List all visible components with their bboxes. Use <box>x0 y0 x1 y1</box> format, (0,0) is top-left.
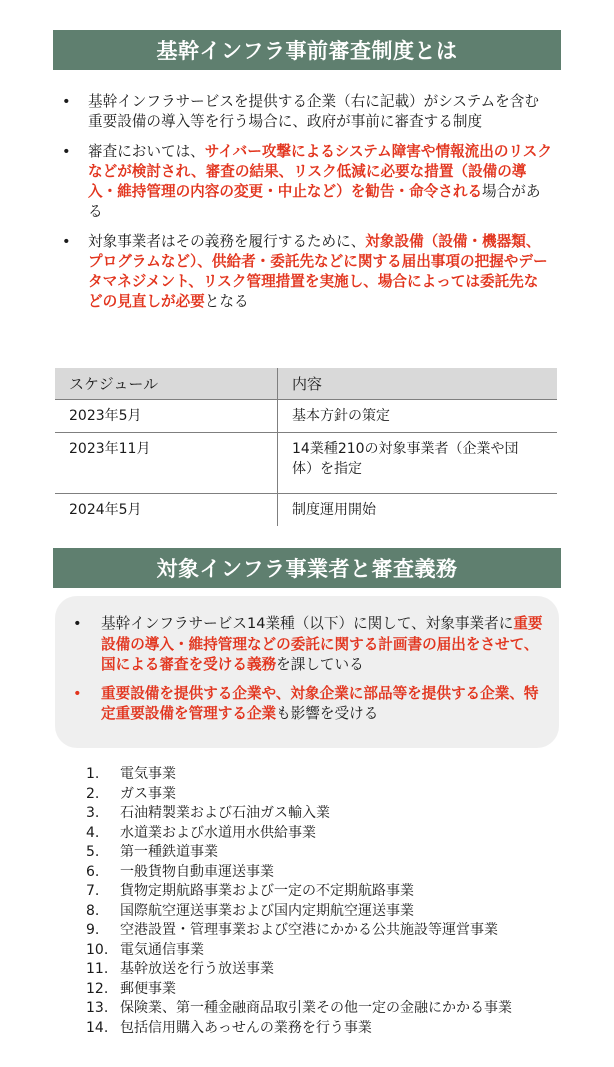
list-item <box>86 1019 566 1039</box>
bullet-text: を課している <box>276 656 364 673</box>
column-header-schedule: スケジュール <box>55 368 278 400</box>
schedule-content: 14業種210の対象事業者（企業や団体）を指定 <box>278 433 558 494</box>
table-row <box>55 433 557 494</box>
bullet-dot: • <box>62 143 71 160</box>
table-row <box>55 400 557 433</box>
item-name: 基幹放送を行う放送事業 <box>120 961 274 977</box>
list-item <box>86 980 566 1000</box>
section-title-screening-system <box>53 30 561 70</box>
list-item <box>86 941 566 961</box>
item-name: 郵便事業 <box>120 980 176 997</box>
list-item <box>73 614 543 676</box>
item-number: 3. <box>86 805 100 821</box>
item-name: 空港設置・管理事業および空港にかかる公共施設等運営事業 <box>120 922 498 938</box>
list-item <box>86 902 566 922</box>
list-item <box>86 824 566 844</box>
item-number: 9. <box>86 922 100 938</box>
item-name: 包括信用購入あっせんの業務を行う事業 <box>120 1019 372 1036</box>
section-title-text: 基幹インフラ事前審査制度とは <box>156 39 458 63</box>
list-item <box>62 92 552 132</box>
list-item <box>86 843 566 863</box>
item-name: 電気事業 <box>120 766 176 782</box>
bullet-text: 審査においては、 <box>88 143 205 160</box>
item-name: 貨物定期航路事業および一定の不定期航路事業 <box>120 883 414 899</box>
list-item <box>62 232 552 312</box>
item-name: 国際航空運送事業および国内定期航空運送事業 <box>120 902 414 919</box>
item-number: 4. <box>86 824 100 841</box>
item-number: 14. <box>86 1019 109 1036</box>
item-name: 水道業および水道用水供給事業 <box>120 824 316 841</box>
screening-bullet-list <box>62 92 552 322</box>
list-item <box>86 999 566 1019</box>
bullet-dot: • <box>62 93 71 110</box>
schedule-content: 基本方針の策定 <box>278 400 558 433</box>
bullet-dot: • <box>73 615 82 632</box>
section-title-target-operators <box>53 548 561 588</box>
bullet-text: 基幹インフラサービスを提供する企業（右に記載）がシステムを含む重要設備の導入等を行う場合に、政府が事前に審査する制度 <box>88 93 539 130</box>
industry-list <box>86 765 566 1038</box>
list-item <box>86 804 566 824</box>
list-item <box>86 765 566 785</box>
item-name: 石油精製業および石油ガス輸入業 <box>120 805 330 821</box>
highlight-text: 重要設備の導入・維持管理などの委託に関する計画書の届出をさせて、国による審査を受ける義務 <box>101 615 543 673</box>
highlight-text: サイバー攻撃によるシステム障害や情報流出のリスクなどが検討され、審査の結果、リスク低減に必要な措置（設備の導入・維持管理の内容の変更・中止など）を勧告・命令される <box>88 143 552 200</box>
bullet-text: も影響を受ける <box>276 705 379 722</box>
item-number: 7. <box>86 883 100 899</box>
bullet-dot: • <box>73 684 82 702</box>
item-name: 第一種鉄道事業 <box>120 844 218 860</box>
item-number: 1. <box>86 766 100 782</box>
item-name: 電気通信事業 <box>120 941 204 958</box>
list-item <box>86 785 566 805</box>
item-number: 12. <box>86 980 109 997</box>
list-item <box>62 142 552 222</box>
list-item <box>86 882 566 902</box>
item-number: 6. <box>86 863 100 880</box>
highlight-text: 対象設備（設備・機器類、プログラムなど）、供給者・委託先などに関する届出事項の把握やデータマネジメント、リスク管理措置を実施し、場合によっては委託先などの見直しが必要 <box>88 233 548 310</box>
item-number: 13. <box>86 1000 109 1016</box>
column-header-content: 内容 <box>278 368 558 400</box>
bullet-text: 基幹インフラサービス14業種（以下）に関して、対象事業者に <box>101 615 514 632</box>
schedule-date: 2023年5月 <box>69 408 142 424</box>
schedule-date: 2023年11月 <box>69 441 151 457</box>
item-number: 2. <box>86 785 100 802</box>
section-title-text: 対象インフラ事業者と審査義務 <box>156 557 458 581</box>
bullet-text: 対象事業者はその義務を履行するために、 <box>88 233 366 250</box>
bullet-dot: • <box>62 233 71 250</box>
item-number: 8. <box>86 902 100 919</box>
list-item <box>86 863 566 883</box>
item-number: 5. <box>86 844 100 860</box>
bullet-text: となる <box>204 293 249 310</box>
item-name: ガス事業 <box>120 785 176 802</box>
list-item <box>73 684 543 725</box>
list-item <box>86 921 566 941</box>
schedule-content: 制度運用開始 <box>278 494 558 527</box>
item-name: 保険業、第一種金融商品取引業その他一定の金融にかかる事業 <box>120 1000 512 1016</box>
bullet-text: 場合がある <box>88 183 541 220</box>
schedule-date: 2024年5月 <box>69 502 142 518</box>
obligation-bullet-list <box>73 614 543 733</box>
item-number: 11. <box>86 961 109 977</box>
item-number: 10. <box>86 941 109 958</box>
item-name: 一般貨物自動車運送事業 <box>120 863 274 880</box>
table-header-row <box>55 368 557 400</box>
table-row <box>55 494 557 527</box>
highlight-text: 重要設備を提供する企業や、対象企業に部品等を提供する企業、特定重要設備を管理する企業 <box>101 684 539 722</box>
schedule-table <box>55 368 557 526</box>
list-item <box>86 960 566 980</box>
